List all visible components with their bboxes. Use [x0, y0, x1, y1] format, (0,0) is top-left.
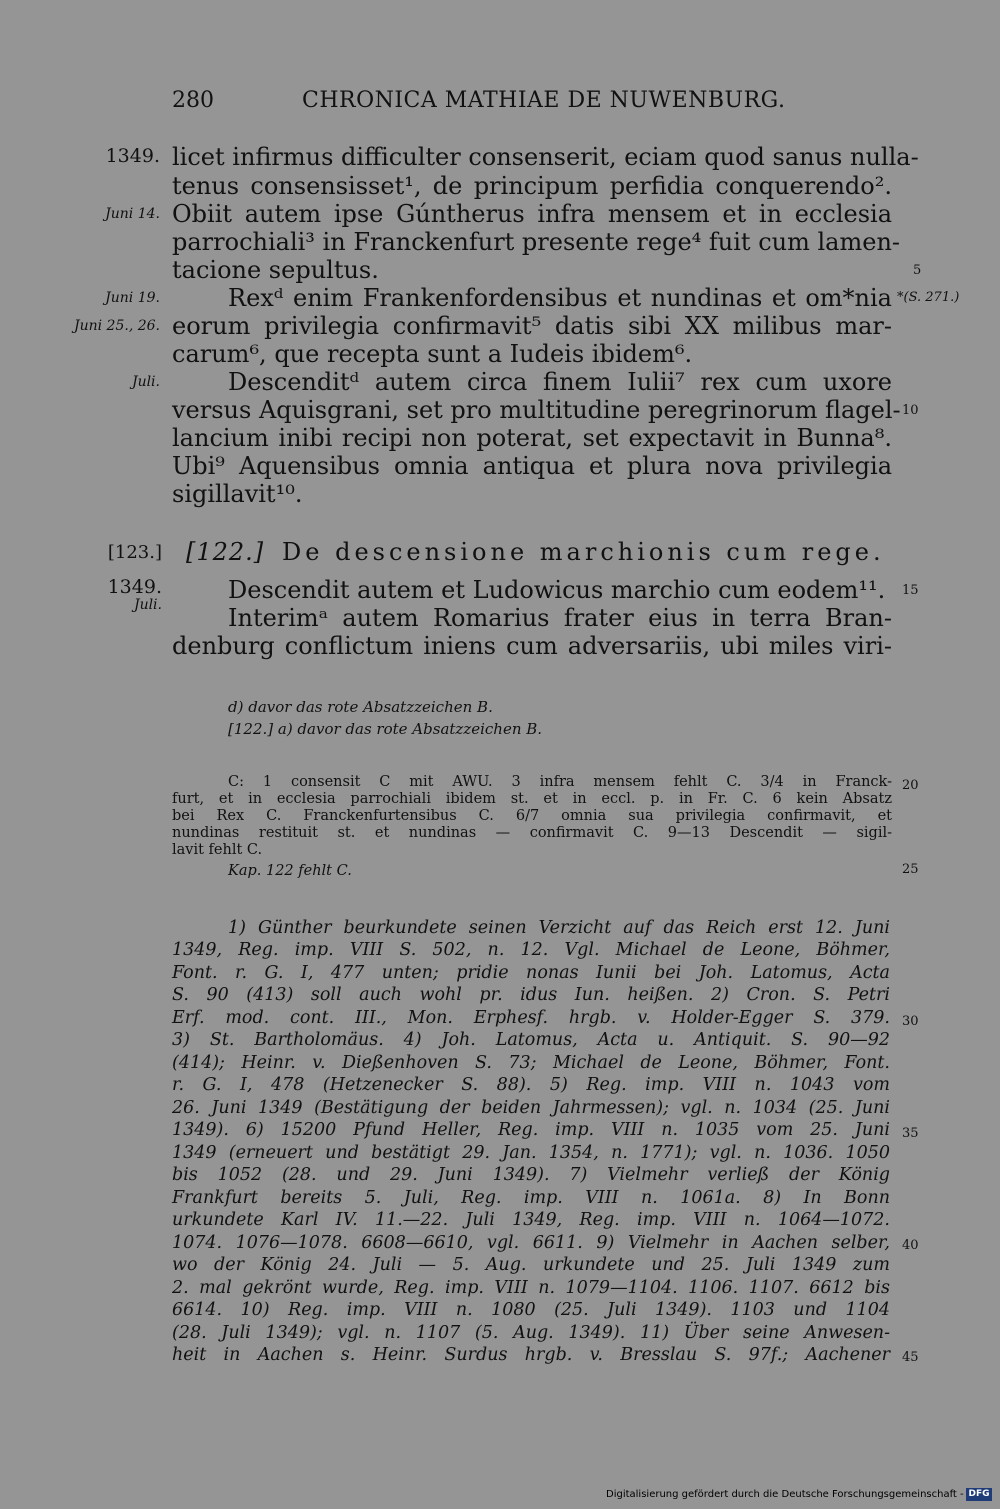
critical-apparatus-line: C: 1 consensit C mit AWU. 3 infra mensem fehlt C. 3/4 in Franck- — [228, 774, 892, 790]
main-text-line: Descenditᵈ autem circa finem Iulii⁷ rex cum uxore — [228, 368, 892, 396]
footnote-line: r. G. I, 478 (Hetzenecker S. 88). 5) Reg. imp. VIII n. 1043 vom — [172, 1075, 890, 1095]
footnote-line: 6614. 10) Reg. imp. VIII n. 1080 (25. Juli 1349). 1103 und 1104 — [172, 1300, 890, 1320]
page-number: 280 — [172, 88, 214, 113]
margin-date: Juni 25., 26. — [73, 318, 160, 334]
footnote-line: (414); Heinr. v. Dießenhoven S. 73; Michael de Leone, Böhmer, Font. — [172, 1053, 890, 1073]
critical-apparatus-line: lavit fehlt C. — [172, 842, 263, 858]
critical-apparatus-line: nundinas restituit st. et nundinas — confirmavit C. 9—13 Descendit — sigil- — [172, 825, 892, 841]
line-number: 20 — [902, 778, 919, 793]
critical-apparatus-line: bei Rex C. Franckenfurtensibus C. 6/7 omnia sua privilegia confirmavit, et — [172, 808, 892, 824]
margin-date: Juli. — [131, 374, 160, 390]
line-number: 10 — [902, 403, 919, 418]
main-text-line: tenus consensisset¹, de principum perfidia conquerendo². — [172, 172, 892, 200]
main-text-line: sigillavit¹⁰. — [172, 480, 303, 508]
critical-apparatus-line: Kap. 122 fehlt C. — [228, 863, 352, 879]
footnote-line: 2. mal gekrönt wurde, Reg. imp. VIII n. 1079—1104. 1106. 1107. 6612 bis — [172, 1278, 890, 1298]
chapter-title: De descensione marchionis cum rege. — [282, 538, 885, 566]
footnote-line: (28. Juli 1349); vgl. n. 1107 (5. Aug. 1349). 11) Über seine Anwesen- — [172, 1323, 890, 1343]
dfg-logo: DFG — [966, 1488, 992, 1501]
footnote-line: Frankfurt bereits 5. Juli, Reg. imp. VIII n. 1061a. 8) In Bonn — [172, 1188, 890, 1208]
footnote-line: 1) Günther beurkundete seinen Verzicht auf das Reich erst 12. Juni — [228, 918, 890, 938]
main-text-line: Interimᵃ autem Romarius frater eius in terra Bran- — [228, 604, 892, 632]
footnote-line: 3) St. Bartholomäus. 4) Joh. Latomus, Acta u. Antiquit. S. 90—92 — [172, 1030, 890, 1050]
digitization-credit: Digitalisierung gefördert durch die Deutsche Forschungsgemeinschaft - — [606, 1489, 964, 1500]
line-number: 25 — [902, 862, 919, 877]
line-number: 30 — [902, 1014, 919, 1029]
running-title: CHRONICA MATHIAE DE NUWENBURG. — [302, 88, 786, 113]
footnote-line: heit in Aachen s. Heinr. Surdus hrgb. v. Bresslau S. 97f.; Aachener — [172, 1345, 890, 1365]
chapter-number: [122.] — [186, 538, 265, 566]
footnote-line: wo der König 24. Juli — 5. Aug. urkundete und 25. Juli 1349 zum — [172, 1255, 890, 1275]
footnote-line: urkundete Karl IV. 11.—22. Juli 1349, Reg. imp. VIII n. 1064—1072. — [172, 1210, 890, 1230]
main-text-line: eorum privilegia confirmavit⁵ datis sibi XX milibus mar- — [172, 312, 892, 340]
main-text-line: Rexᵈ enim Frankenfordensibus et nundinas et om*nia — [228, 284, 892, 312]
footnote-line: 1349). 6) 15200 Pfund Heller, Reg. imp. VIII n. 1035 vom 25. Juni — [172, 1120, 890, 1140]
footnote-line: Erf. mod. cont. III., Mon. Erphesf. hrgb. v. Holder-Egger S. 379. — [172, 1008, 890, 1028]
margin-date: Juni 19. — [105, 290, 160, 306]
main-text-line: carum⁶, que recepta sunt a Iudeis ibidem⁶. — [172, 340, 693, 368]
margin-date: Juni 14. — [105, 206, 160, 222]
apparatus-note: d) davor das rote Absatzzeichen B. — [228, 698, 493, 716]
line-number: 45 — [902, 1350, 919, 1365]
footnote-line: 1349 (erneuert und bestätigt 29. Jan. 1354, n. 1771); vgl. n. 1036. 1050 — [172, 1143, 890, 1163]
footnote-line: 26. Juni 1349 (Bestätigung der beiden Jahrmessen); vgl. n. 1034 (25. Juni — [172, 1098, 890, 1118]
page-reference: *(S. 271.) — [897, 290, 960, 305]
margin-year: 1349. — [107, 576, 162, 598]
footnote-line: 1074. 1076—1078. 6608—6610, vgl. 6611. 9) Vielmehr in Aachen selber, — [172, 1233, 890, 1253]
critical-apparatus-line: furt, et in ecclesia parrochiali ibidem st. et in eccl. p. in Fr. C. 6 kein Absatz — [172, 791, 892, 807]
line-number: 5 — [913, 263, 922, 278]
footnote-line: Font. r. G. I, 477 unten; pridie nonas Iunii bei Joh. Latomus, Acta — [172, 963, 890, 983]
main-text-line: Descendit autem et Ludowicus marchio cum eodem¹¹. — [228, 576, 886, 604]
main-text-line: Ubi⁹ Aquensibus omnia antiqua et plura nova privilegia — [172, 452, 892, 480]
footnote-line: bis 1052 (28. und 29. Juni 1349). 7) Vielmehr verließ der König — [172, 1165, 890, 1185]
chapter-alt-number: [123.] — [107, 542, 162, 563]
main-text-line: parrochiali³ in Franckenfurt presente rege⁴ fuit cum lamen- — [172, 228, 901, 256]
main-text-line: lancium inibi recipi non poterat, set expectavit in Bunna⁸. — [172, 424, 892, 452]
line-number: 35 — [902, 1126, 919, 1141]
main-text-line: Obiit autem ipse Gúntherus infra mensem et in ecclesia — [172, 200, 892, 228]
line-number: 15 — [902, 583, 919, 598]
footnote-line: 1349, Reg. imp. VIII S. 502, n. 12. Vgl. Michael de Leone, Böhmer, — [172, 940, 890, 960]
main-text-line: licet infirmus difficulter consenserit, eciam quod sanus nulla- — [172, 143, 919, 171]
margin-date: Juli. — [133, 597, 162, 613]
main-text-line: denburg conflictum iniens cum adversariis, ubi miles viri- — [172, 632, 892, 660]
margin-year: 1349. — [105, 145, 160, 167]
main-text-line: versus Aquisgrani, set pro multitudine peregrinorum flagel- — [172, 396, 901, 424]
footnote-line: S. 90 (413) soll auch wohl pr. idus Iun. heißen. 2) Cron. S. Petri — [172, 985, 890, 1005]
main-text-line: tacione sepultus. — [172, 256, 379, 284]
line-number: 40 — [902, 1238, 919, 1253]
apparatus-note: [122.] a) davor das rote Absatzzeichen B. — [228, 720, 543, 738]
